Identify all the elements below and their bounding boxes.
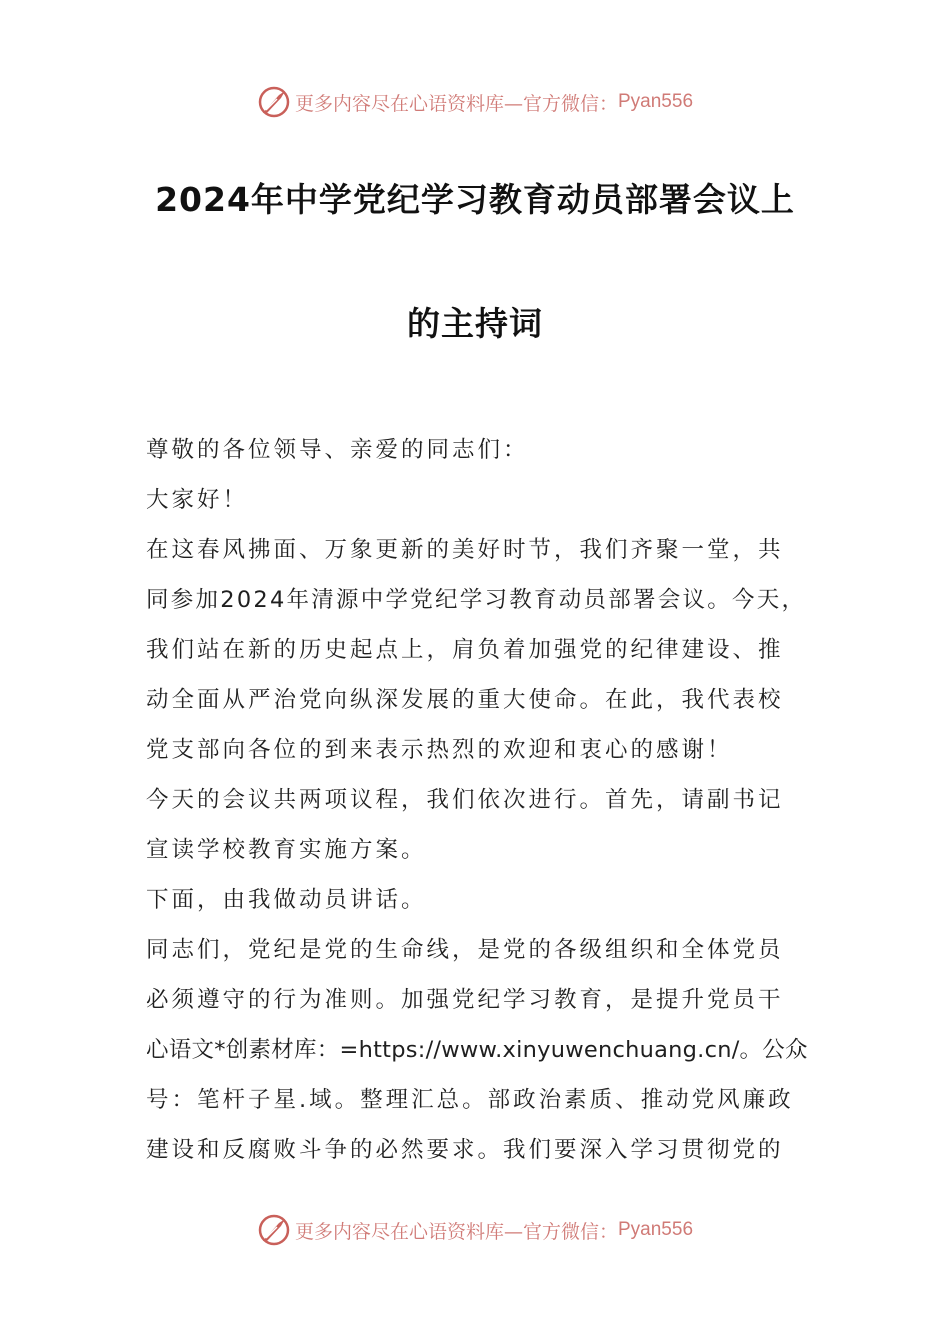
quill-logo-icon xyxy=(257,1213,291,1247)
watermark-wechat-id: Pyan556 xyxy=(618,91,694,112)
text-line: 同参加2024年清源中学党纪学习教育动员部署会议。今天， xyxy=(146,587,807,613)
body-text xyxy=(146,425,806,1175)
document-title-line-2: 的主持词 xyxy=(407,304,543,343)
text-line: 下面，由我做动员讲话。 xyxy=(146,887,427,913)
document-title-line-1: 2024年中学党纪学习教育动员部署会议上 xyxy=(155,180,795,219)
text-line: 宣读学校教育实施方案。 xyxy=(146,837,427,863)
text-line: 动全面从严治党向纵深发展的重大使命。在此，我代表校 xyxy=(146,687,784,713)
text-line: 党支部向各位的到来表示热烈的欢迎和衷心的感谢！ xyxy=(146,737,733,763)
header-watermark xyxy=(0,82,950,122)
watermark-text: 更多内容尽在心语资料库—官方微信： xyxy=(294,92,618,115)
text-line: 建设和反腐败斗争的必然要求。我们要深入学习贯彻党的 xyxy=(146,1137,784,1163)
watermark-text: 更多内容尽在心语资料库—官方微信： xyxy=(294,1220,618,1243)
text-line: 心语文*创素材库：=https://www.xinyuwenchuang.cn/。公众 xyxy=(146,1037,808,1063)
footer-watermark xyxy=(0,1210,950,1250)
text-line: 我们站在新的历史起点上，肩负着加强党的纪律建设、推 xyxy=(146,637,784,663)
text-line: 同志们，党纪是党的生命线，是党的各级组织和全体党员 xyxy=(146,937,784,963)
text-line: 尊敬的各位领导、亲爱的同志们： xyxy=(146,437,529,463)
text-line: 在这春风拂面、万象更新的美好时节，我们齐聚一堂，共 xyxy=(146,537,784,563)
text-line: 大家好！ xyxy=(146,487,249,513)
text-line: 号：笔杆子星.域。整理汇总。部政治素质、推动党风廉政 xyxy=(146,1087,794,1113)
text-line: 必须遵守的行为准则。加强党纪学习教育，是提升党员干 xyxy=(146,987,784,1013)
text-line: 今天的会议共两项议程，我们依次进行。首先，请副书记 xyxy=(146,787,784,813)
watermark-wechat-id: Pyan556 xyxy=(618,1219,694,1240)
quill-logo-icon xyxy=(257,85,291,119)
